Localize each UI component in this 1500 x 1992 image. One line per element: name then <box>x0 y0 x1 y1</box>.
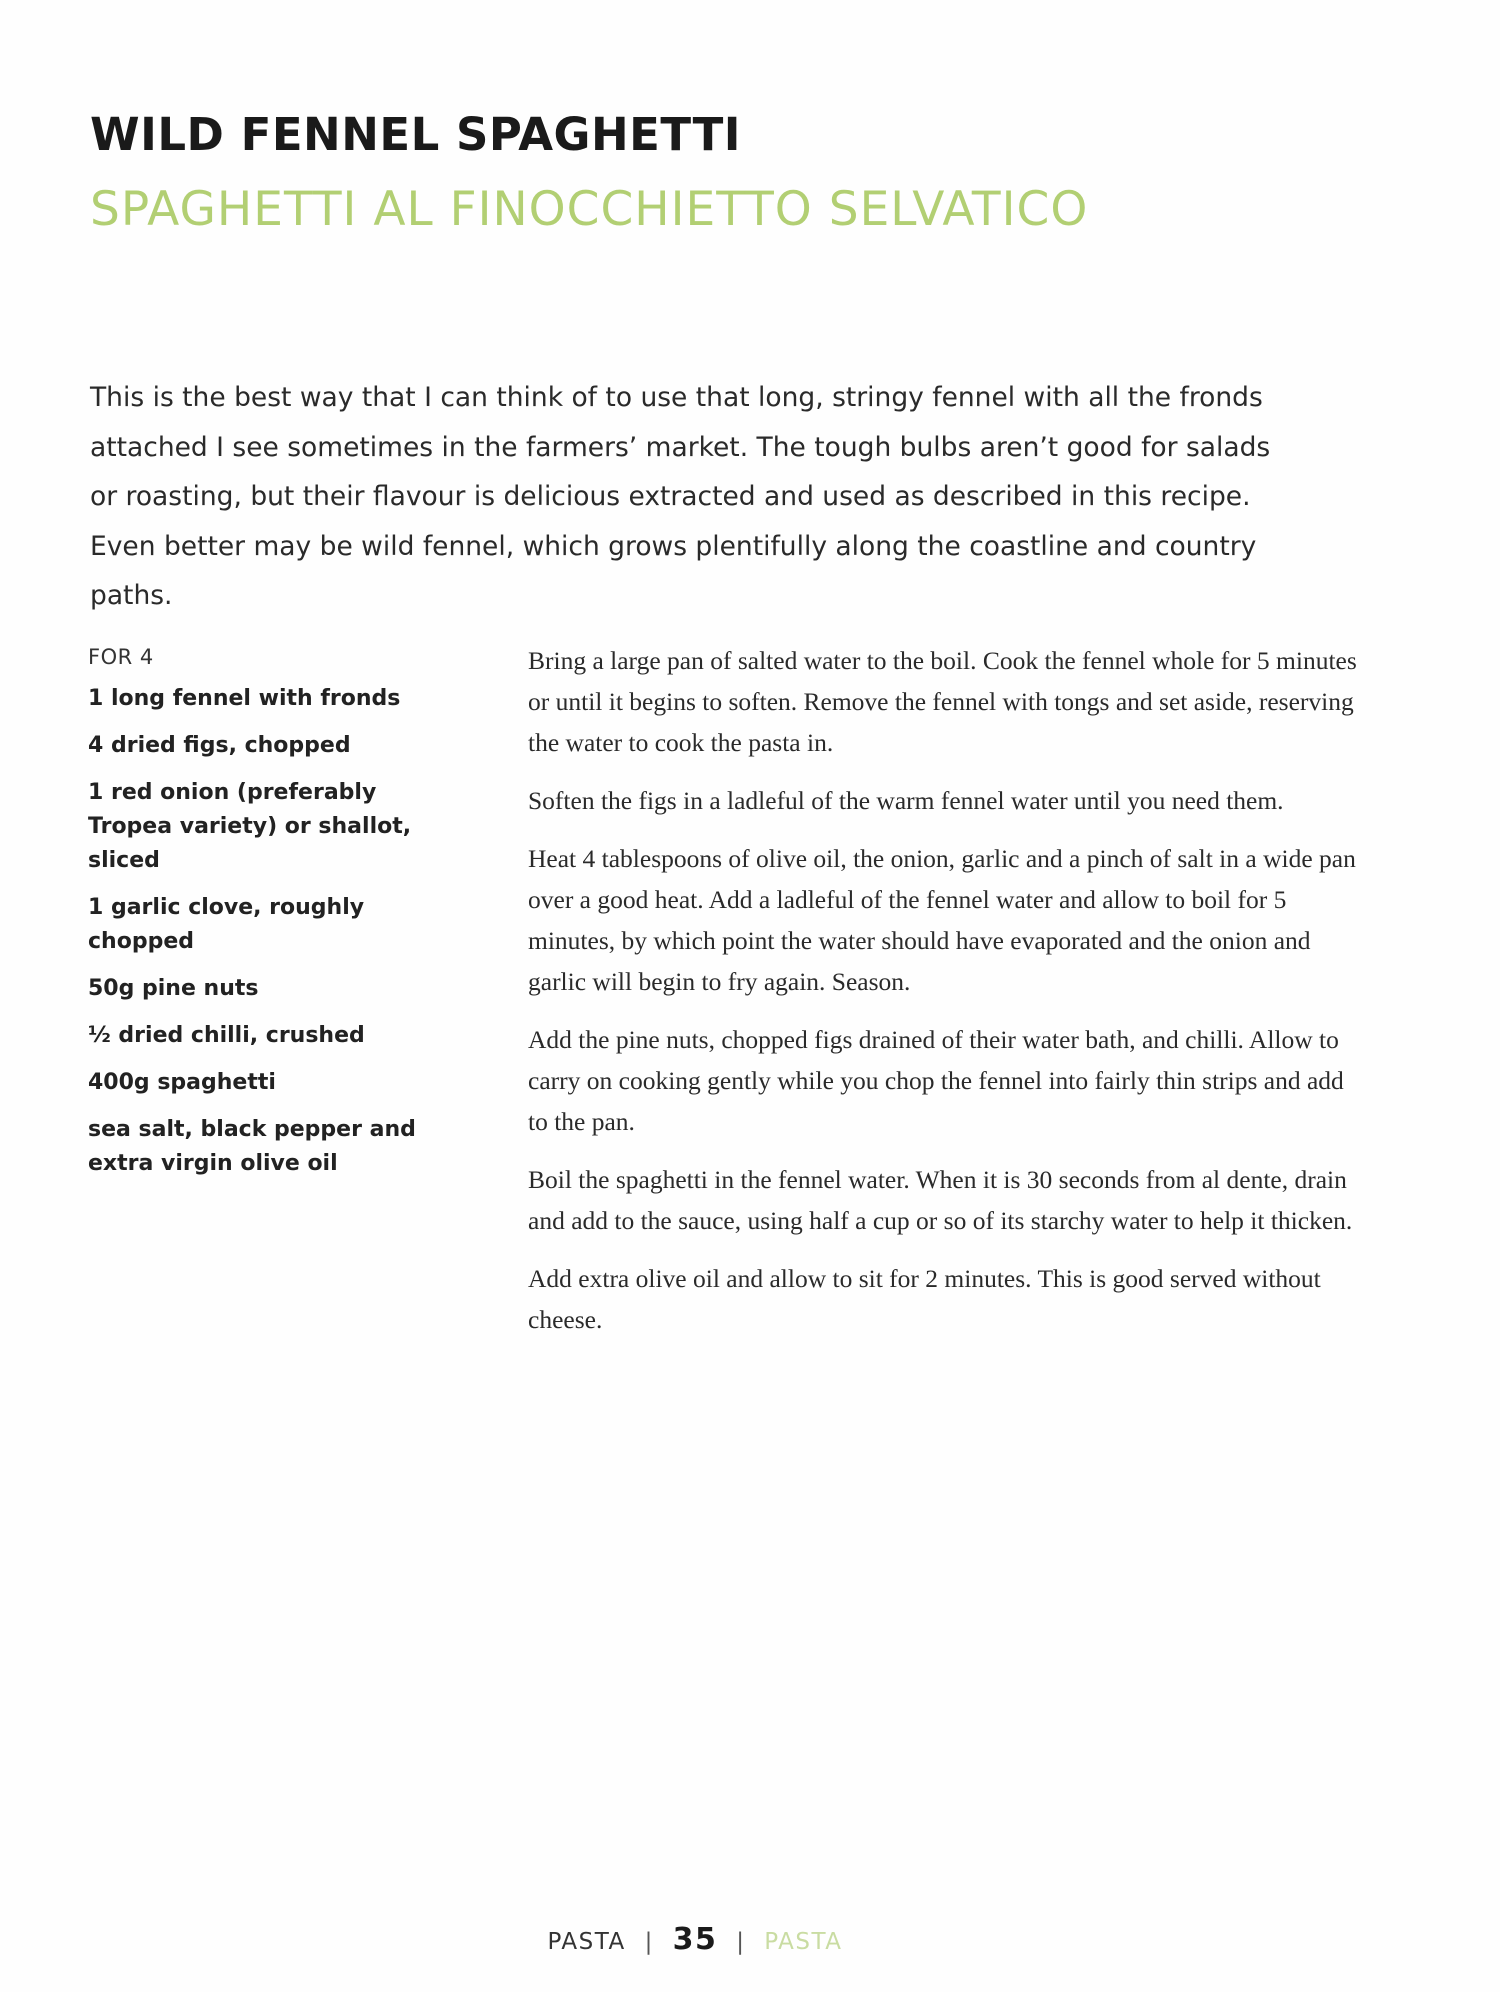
method-steps <box>528 640 1358 1357</box>
ingredient-item: 4 dried figs, chopped <box>88 733 351 758</box>
ingredient-item: 50g pine nuts <box>88 976 259 1001</box>
footer-separator: | <box>736 1929 746 1955</box>
ingredient-items <box>88 682 448 1181</box>
footer-separator: | <box>644 1929 654 1955</box>
footer-section-italian: PASTA <box>764 1929 843 1955</box>
method-step: Bring a large pan of salted water to the boil. Cook the fennel whole for 5 minutes or until it begins to soften. Remove the fennel with tongs and set aside, reserving the water to cook the pasta in. <box>528 646 1357 757</box>
page-footer <box>0 1922 1500 1957</box>
method-step: Add extra olive oil and allow to sit for 2 minutes. This is good served without cheese. <box>528 1264 1321 1334</box>
method-step: Soften the figs in a ladleful of the warm fennel water until you need them. <box>528 786 1284 815</box>
recipe-title: WILD FENNEL SPAGHETTI <box>90 108 742 161</box>
serves-label: FOR 4 <box>88 645 154 669</box>
footer-section-english: PASTA <box>547 1929 626 1955</box>
ingredient-item: ½ dried chilli, crushed <box>88 1023 365 1048</box>
ingredient-item: 1 garlic clove, roughly chopped <box>88 895 365 954</box>
method-step: Heat 4 tablespoons of olive oil, the onion, garlic and a pinch of salt in a wide pan over a good heat. Add a ladleful of the fennel water and allow to boil for 5 minutes, by which point the water should have evaporated and the onion and garlic will begin to fry again. Season. <box>528 844 1356 996</box>
recipe-intro: This is the best way that I can think of to use that long, stringy fennel with all the fronds attached I see sometimes in the farmers’ market. The tough bulbs aren’t good for salads or roasting, but their flavour is delicious extracted and used as described in this recipe. Even better may be wild fennel, which grows plentifully along the coastline and country paths. <box>90 382 1271 611</box>
ingredient-item: sea salt, black pepper and extra virgin olive oil <box>88 1117 416 1176</box>
method-step: Boil the spaghetti in the fennel water. When it is 30 seconds from al dente, drain and add to the sauce, using half a cup or so of its starchy water to help it thicken. <box>528 1165 1353 1235</box>
ingredients-list <box>88 645 448 1194</box>
page-number: 35 <box>672 1922 718 1957</box>
ingredient-item: 1 red onion (preferably Tropea variety) or shallot, sliced <box>88 780 412 873</box>
method-step: Add the pine nuts, chopped figs drained of their water bath, and chilli. Allow to carry on cooking gently while you chop the fennel into fairly thin strips and add to the pan. <box>528 1025 1344 1136</box>
recipe-subtitle-italian: SPAGHETTI AL FINOCCHIETTO SELVATICO <box>90 182 1089 237</box>
ingredient-item: 1 long fennel with fronds <box>88 686 401 711</box>
ingredient-item: 400g spaghetti <box>88 1070 276 1095</box>
